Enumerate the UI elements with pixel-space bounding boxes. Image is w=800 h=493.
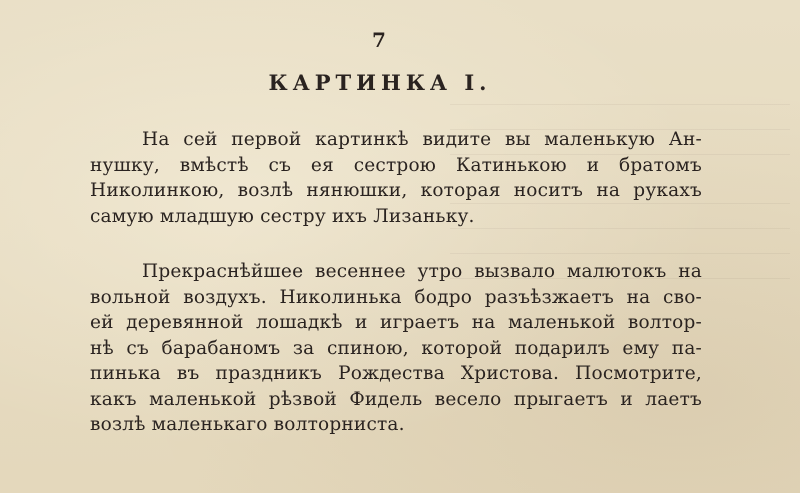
text-line: нушку, вмѣстѣ съ ея сестрою Катинькою и братомъ [90,154,702,176]
text-line: На сей первой картинкѣ видите вы маленькую Ан- [142,129,702,150]
text-line: Прекраснѣйшее весеннее утро вызвало малютокъ на [142,261,702,282]
text-line: ей деревянной лошадкѣ и играетъ на маленькой волтор- [90,312,702,333]
text-line: нѣ съ барабаномъ за спиною, которой подарилъ ему па- [90,337,702,359]
text-line: пинька въ праздникъ Рождества Христова. Посмотрите, [90,363,702,384]
page-heading: КАРТИНКА I. [268,70,492,95]
text-line: самую младшую сестру ихъ Лизаньку. [90,205,475,227]
text-line: возлѣ маленькаго волторниста. [90,414,405,435]
text-line: какъ маленькой рѣзвой Фидель весело прыгаетъ и лаетъ [90,388,702,410]
paragraph-1 [90,127,702,229]
text-line: Николинкою, возлѣ нянюшки, которая носитъ на рукахъ [90,180,702,201]
text-line: вольной воздухъ. Николинька бодро разъѣзжаетъ на сво- [90,286,702,308]
page-number: 7 [372,28,386,52]
paragraph-2 [90,259,702,438]
